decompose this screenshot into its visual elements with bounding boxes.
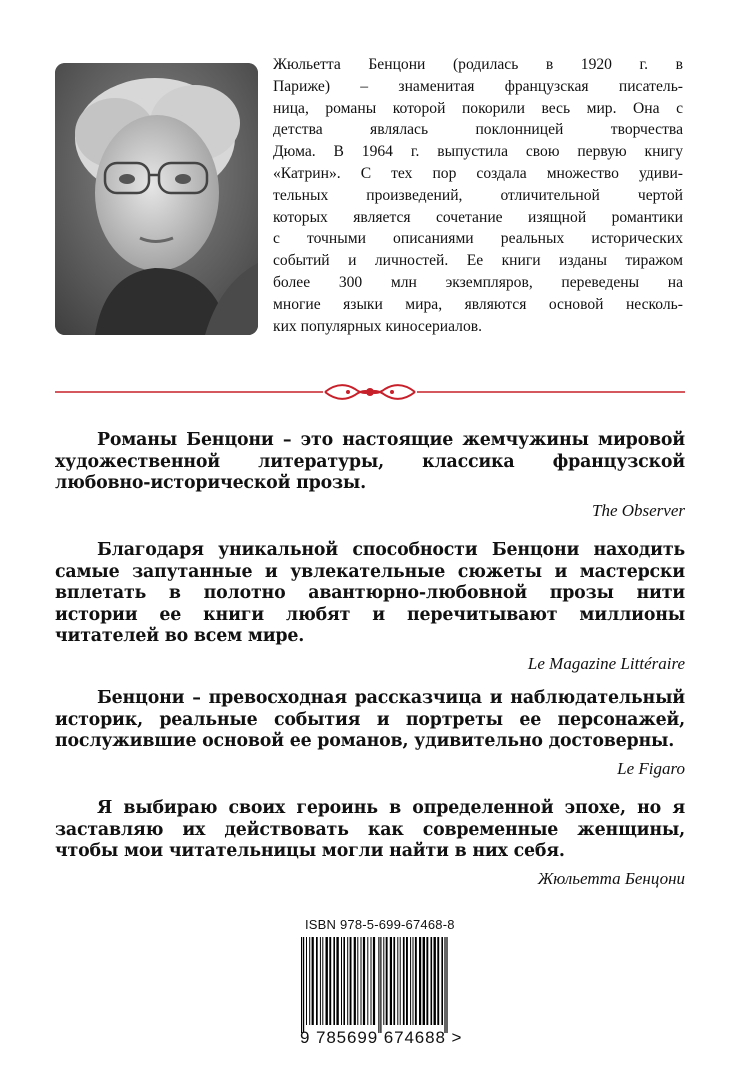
bio-line: более 300 млн экземпляров, переведены на [273, 273, 683, 291]
barcode-bar [413, 937, 414, 1025]
barcode-bar [403, 937, 405, 1025]
barcode-guard-bar [446, 937, 447, 1033]
barcode-bar [383, 937, 384, 1025]
barcode-bar [347, 937, 348, 1025]
author-portrait-image [55, 63, 258, 335]
bio-line: детства являлась поклонницей творчества [273, 121, 683, 139]
barcode-guard-bar [303, 937, 304, 1033]
bio-line: ница, романы которой покорили весь мир. Она с [273, 99, 683, 117]
bio-line: которых является сочетание изящной романтики [273, 208, 683, 226]
bio-line: с точными описаниями реальных исторических [273, 230, 683, 248]
barcode-bar [367, 937, 368, 1025]
barcode-bar [322, 937, 323, 1025]
barcode-bar [312, 937, 314, 1025]
barcode-bar [316, 937, 318, 1025]
barcode-bar [410, 937, 411, 1025]
quote-text: Романы Бенцони – это настоящие жемчужины мировой художественной литературы, классика французской любовно-исторической прозы. [55, 430, 685, 493]
barcode-bar [350, 937, 352, 1025]
barcode-bar [434, 937, 436, 1025]
quote-source: Жюльетта Бенцони [537, 868, 685, 888]
barcode-bar [415, 937, 417, 1025]
quote-source: Le Figaro [617, 758, 685, 778]
barcode-bar [333, 937, 335, 1025]
barcode-bar [373, 937, 375, 1025]
barcode-bar [341, 937, 342, 1025]
barcode-bar [343, 937, 345, 1025]
barcode-bar [306, 937, 307, 1025]
quote-text: Я выбираю своих героинь в определенной эпохе, но я заставляю их действовать как современные женщины, чтобы мои читательницы могли найти в них себя. [55, 798, 685, 861]
barcode-bar [426, 937, 428, 1025]
quote-text: Бенцони – превосходная рассказчица и наблюдательный историк, реальные события и портреты ее персонажей, послужившие основой ее романов, удивительно достоверны. [55, 688, 685, 751]
barcode-bar [326, 937, 328, 1025]
barcode-bar [406, 937, 408, 1025]
barcode-bar [371, 937, 372, 1025]
bio-line: многие языки мира, являются основой несколь- [273, 295, 683, 313]
barcode-bar [329, 937, 331, 1025]
bio-line: Жюльетта Бенцони (родилась в 1920 г. в [273, 56, 683, 73]
barcode-guard-bar [380, 937, 381, 1033]
barcode-bar [363, 937, 365, 1025]
author-photo [55, 63, 258, 335]
quote-le-figaro [55, 688, 685, 779]
quote-source: The Observer [591, 500, 685, 520]
barcode-bar [431, 937, 433, 1025]
barcode-bar [386, 937, 388, 1025]
bio-line: Дюма. В 1964 г. выпустила свою первую книгу [273, 143, 683, 161]
bio-line: событий и личностей. Ее книги изданы тиражом [273, 252, 683, 270]
barcode-bar [390, 937, 392, 1025]
barcode-bar [419, 937, 421, 1025]
barcode-bar [423, 937, 425, 1025]
barcode-bar [400, 937, 401, 1025]
isbn-label: ISBN 978-5-699-67468-8 [305, 917, 455, 932]
barcode-bar [354, 937, 356, 1025]
bio-line: «Катрин». С тех пор создала множество удиви- [273, 164, 683, 182]
barcode-bar [309, 937, 310, 1025]
barcode-bar [393, 937, 395, 1025]
bio-line: Париже) – знаменитая французская писатель- [273, 77, 683, 95]
bio-line: ких популярных киносериалов. [273, 317, 483, 335]
barcode-guard-bar [301, 937, 302, 1033]
barcode-bar [397, 937, 398, 1025]
barcode-guard-bar [444, 937, 445, 1033]
barcode-bar [320, 937, 321, 1025]
barcode-bar [357, 937, 358, 1025]
bio-line: тельных произведений, отличительной чертой [273, 186, 683, 204]
decorative-divider [55, 377, 685, 407]
barcode-bar [361, 937, 362, 1025]
barcode-guard-bar [378, 937, 379, 1033]
author-biography [273, 54, 683, 337]
quote-text: Благодаря уникальной способности Бенцони находить самые запутанные и увлекательные сюжеты и мастерски вплетать в полотно авантюрно-любовной прозы нити истории ее книги любят и перечитывают миллионы читателей во всем мире. [55, 540, 685, 646]
barcode-bar [441, 937, 443, 1025]
quote-observer [55, 430, 685, 521]
quote-source: Le Magazine Littéraire [527, 653, 685, 673]
barcode-bar [336, 937, 338, 1025]
barcode-digits: 9 785699 674688 > [300, 1028, 463, 1047]
quote-magazine-litteraire [55, 540, 685, 674]
barcode-bar [437, 937, 439, 1025]
quote-author [55, 798, 685, 889]
